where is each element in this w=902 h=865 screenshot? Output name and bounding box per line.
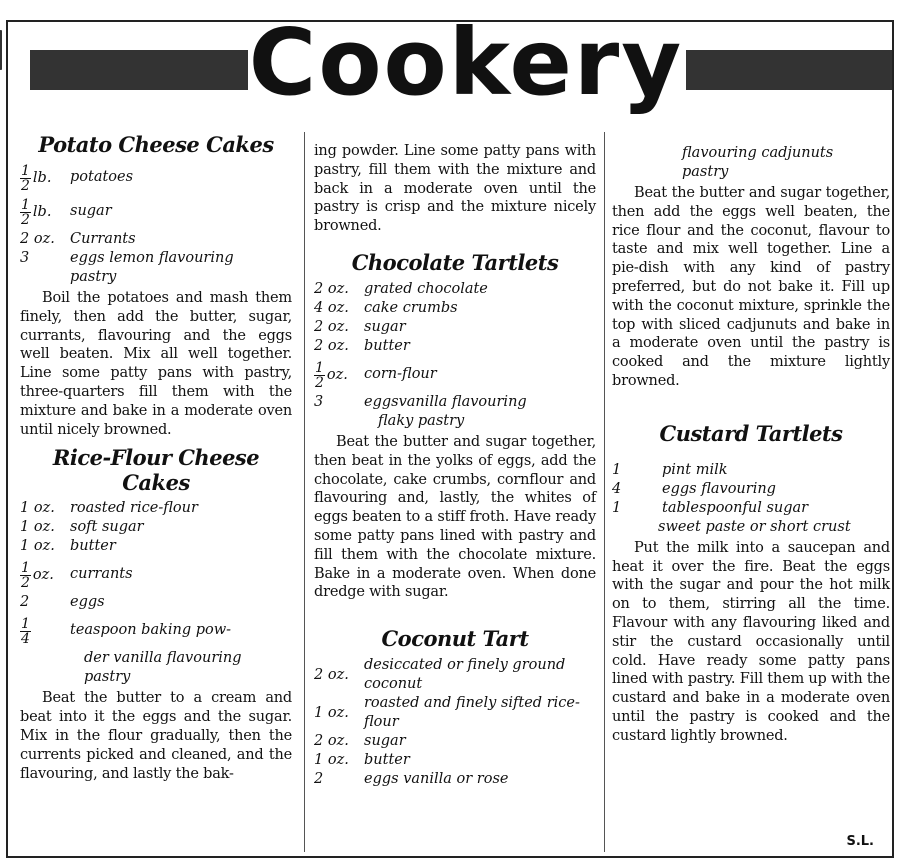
ingredient-quantity: $\frac{1}{2}$ lb. xyxy=(21,197,52,228)
ingredient-row xyxy=(314,393,596,412)
ingredient-item: sugar xyxy=(364,733,406,750)
ingredient-list xyxy=(314,656,596,789)
ingredient-row xyxy=(314,656,596,694)
ingredient-quantity: 1 oz. xyxy=(20,519,55,536)
ingredient-row xyxy=(612,461,890,480)
ingredient-row xyxy=(20,593,292,612)
ingredient-item: eggs vanilla or rose xyxy=(364,771,509,788)
ingredient-item: tablespoonful sugar xyxy=(662,499,809,516)
ingredient-row xyxy=(20,162,292,193)
ingredient-row xyxy=(20,196,292,227)
ingredient-item: cake crumbs xyxy=(364,299,458,316)
ingredient-quantity: 1 xyxy=(612,499,622,516)
author-signature: S.L. xyxy=(846,834,874,849)
ingredient-quantity: $\frac{1}{2}$ oz. xyxy=(315,359,348,391)
ingredient-quantity: 2 oz. xyxy=(314,318,349,335)
ingredient-list xyxy=(612,461,890,518)
column-1 xyxy=(20,128,292,783)
ingredient-quantity: 2 oz. xyxy=(314,733,349,750)
header-bar-right xyxy=(686,50,892,90)
column-3 xyxy=(612,128,890,746)
ingredient-item: butter xyxy=(364,337,410,354)
ingredient-quantity: 2 xyxy=(314,771,324,788)
ingredient-row xyxy=(314,318,596,337)
ingredient-row xyxy=(20,615,292,646)
ingredient-quantity: 2 oz. xyxy=(314,666,349,683)
ingredient-item: roasted and finely sifted rice-flour xyxy=(364,695,580,731)
ingredient-item: butter xyxy=(70,538,116,555)
ingredient-quantity: 1 xyxy=(612,461,622,478)
ingredient-row xyxy=(20,499,292,518)
ingredient-quantity: 2 oz. xyxy=(314,280,349,297)
recipe-heading-chocolate: Chocolate Tartlets xyxy=(351,249,559,275)
fraction: $\frac{1}{2}$ xyxy=(21,560,30,592)
ingredient-quantity: 1 oz. xyxy=(20,538,55,555)
ingredient-item: butter xyxy=(364,752,410,769)
ingredient-row xyxy=(314,732,596,751)
recipe-heading-custard: Custard Tartlets xyxy=(659,420,843,446)
ingredient-quantity: 2 oz. xyxy=(20,231,55,247)
recipe-heading-rice: Rice-Flour Cheese Cakes xyxy=(52,445,260,496)
ingredient-quantity: 4 xyxy=(612,480,622,497)
ingredient-quantity: 2 oz. xyxy=(314,337,349,354)
ingredient-item: pint milk xyxy=(662,461,728,478)
fraction: $\frac{1}{2}$ xyxy=(21,197,30,228)
ingredient-item: eggs xyxy=(70,594,105,611)
column-divider xyxy=(304,132,305,852)
ingredient-item: eggs flavouring xyxy=(662,480,776,497)
ingredient-row xyxy=(314,751,596,770)
ingredient-continuation: sweet paste or short crust xyxy=(658,518,851,535)
ingredient-item: eggs lemon flavouring xyxy=(70,250,234,266)
ingredient-list xyxy=(314,280,596,412)
ingredient-row xyxy=(20,249,292,268)
ingredient-item: sugar xyxy=(70,203,112,219)
ingredient-item: desiccated or finely ground coconut xyxy=(364,657,566,693)
ingredient-item: sugar xyxy=(364,318,406,335)
ingredient-list xyxy=(20,499,292,646)
ingredient-continuation: der vanilla flavouring pastry xyxy=(84,650,242,686)
fraction: $\frac{1}{4}$ xyxy=(21,616,30,648)
ingredient-quantity xyxy=(20,615,70,646)
ingredient-item: eggsvanilla flavouring xyxy=(364,393,527,410)
recipe-method-custard: Put the milk into a saucepan and heat it over the fire. Beat the eggs with the sugar and pour the hot milk on to them, stirring all the time. Flavour with any flavouring liked and stir the custard occasionally until cold. Have ready some patty pans lined with pastry. Fill them up with the custard and bake in a moderate oven until the pastry is cooked and the custard lightly browned. xyxy=(612,539,891,744)
ingredient-row xyxy=(612,480,890,499)
ingredient-quantity: 1 oz. xyxy=(20,500,55,517)
ingredient-item: soft sugar xyxy=(70,519,144,536)
recipe-method-rice-continued: ing powder. Line some patty pans with pastry, fill them with the mixture and back in a moderate oven until the pastry is crisp and the mixture nicely browned. xyxy=(314,143,596,235)
ingredient-quantity: 3 xyxy=(20,250,30,266)
ingredient-row xyxy=(314,299,596,318)
ingredient-row xyxy=(20,537,292,556)
ingredient-row xyxy=(20,230,292,249)
ingredient-quantity: 1 oz. xyxy=(314,704,349,721)
fraction: $\frac{1}{2}$ xyxy=(21,163,30,194)
ingredient-list xyxy=(20,162,292,268)
recipe-heading-coconut: Coconut Tart xyxy=(381,626,529,652)
recipe-method-coconut: Beat the butter and sugar together, then add the eggs well beaten, the rice flour and the coconut, flavour to taste and mix well together. Line a pie-dish with any kind of pastry preferred, but do not bake it. Fill up with the coconut mixture, sprinkle the top with sliced cadjunuts and bake in a moderate oven until the pastry is cooked and the mixture lightly browned. xyxy=(612,185,890,389)
column-divider xyxy=(604,132,605,852)
recipe-method-rice: Beat the butter to a cream and beat into it the eggs and the sugar. Mix in the flour gradually, then the currents picked and cleaned, and the flavouring, and lastly the bak- xyxy=(20,690,292,782)
page-title: Cookery xyxy=(248,9,684,116)
ingredient-item: currants xyxy=(70,566,133,583)
ingredient-row xyxy=(314,359,596,390)
ingredient-row xyxy=(314,337,596,356)
ingredient-row xyxy=(612,499,890,518)
recipe-method-potato: Boil the potatoes and mash them finely, then add the butter, sugar, currants, flavouring and the eggs well beaten. Mix all well together. Line some patty pans with pastry, three-quarters fill them with the mixture and bake in a moderate oven until nicely browned. xyxy=(20,290,292,438)
ingredient-row xyxy=(20,518,292,537)
ingredient-quantity: $\frac{1}{2}$ oz. xyxy=(21,560,54,592)
ingredient-quantity: $\frac{1}{2}$ lb. xyxy=(21,163,52,194)
recipe-method-chocolate: Beat the butter and sugar together, then beat in the yolks of eggs, add the chocolate, cake crumbs, cornflour and flavouring and, lastly, the whites of eggs beaten to a stiff froth. Have ready some patty pans lined with pastry and fill them with the chocolate mixture. Bake in a moderate oven. When done dredge with sugar. xyxy=(314,433,596,601)
ingredient-continuation: pastry xyxy=(70,269,117,285)
ingredient-quantity: 2 xyxy=(20,594,30,611)
ingredient-quantity: 3 xyxy=(314,393,324,410)
ingredient-continuation: flavouring cadjunuts pastry xyxy=(682,145,834,180)
ingredient-item: potatoes xyxy=(70,169,134,185)
fraction: $\frac{1}{2}$ xyxy=(315,359,324,391)
column-2 xyxy=(314,128,596,789)
ingredient-item: corn-flour xyxy=(364,365,437,382)
ingredient-row xyxy=(20,559,292,590)
ingredient-item: teaspoon baking pow- xyxy=(70,622,232,639)
ingredient-item: Currants xyxy=(70,231,136,247)
ingredient-row xyxy=(314,770,596,789)
ingredient-quantity: 4 oz. xyxy=(314,299,349,316)
ingredient-row xyxy=(314,280,596,299)
recipe-heading-potato: Potato Cheese Cakes xyxy=(38,132,274,157)
header-bar-left xyxy=(30,50,248,90)
ingredient-item: roasted rice-flour xyxy=(70,500,198,517)
ingredient-item: grated chocolate xyxy=(364,280,488,297)
ingredient-continuation: flaky pastry xyxy=(378,412,465,429)
ingredient-row xyxy=(314,694,596,732)
ingredient-quantity: 1 oz. xyxy=(314,752,349,769)
